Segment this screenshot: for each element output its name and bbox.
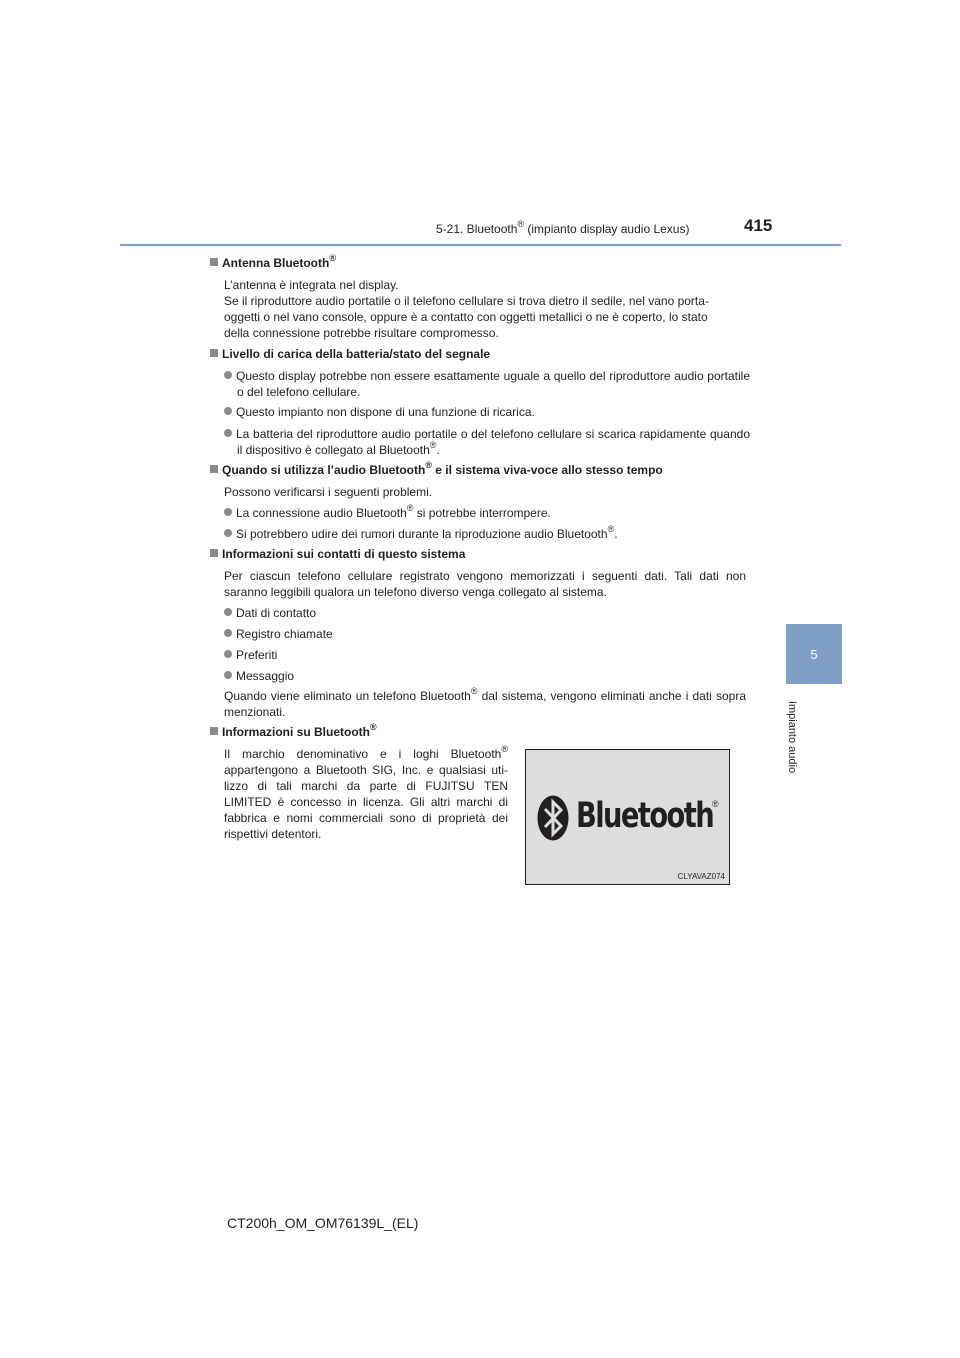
- chapter-tab: [786, 624, 842, 684]
- square-bullet-icon: [210, 727, 218, 735]
- list-item: Messaggio: [224, 668, 750, 684]
- bluetooth-icon: [537, 795, 569, 841]
- running-header: 5-21. Bluetooth® (impianto display audio Lexus): [436, 219, 690, 236]
- list-item: Si potrebbero udire dei rumori durante la riproduzione audio Bluetooth®.: [224, 526, 750, 542]
- registered-mark: ®: [712, 799, 719, 809]
- list-item: La batteria del riproduttore audio portatile o del telefono cellulare si scarica rapidamente quando il dispositivo è collegato al Bluetooth®.: [224, 426, 750, 458]
- section-heading-antenna: Antenna Bluetooth®: [210, 256, 336, 270]
- square-bullet-icon: [210, 465, 218, 473]
- square-bullet-icon: [210, 258, 218, 266]
- figure-id: CLYAVAZ074: [677, 872, 725, 881]
- round-bullet-icon: [224, 407, 232, 415]
- chapter-number: 5: [810, 646, 818, 662]
- round-bullet-icon: [224, 371, 232, 379]
- page-number: 415: [744, 216, 773, 235]
- square-bullet-icon: [210, 549, 218, 557]
- round-bullet-icon: [224, 608, 232, 616]
- contacts-outro: Quando viene eliminato un telefono Bluetooth® dal sistema, vengono eliminati anche i dati sopra menzionati.: [224, 686, 746, 719]
- header-divider: [120, 244, 841, 246]
- simultaneous-intro: Possono verificarsi i seguenti problemi.: [224, 485, 433, 499]
- bluetooth-logo-figure: [525, 749, 730, 885]
- section-heading-about: Informazioni su Bluetooth®: [210, 725, 377, 739]
- list-item: Preferiti: [224, 647, 750, 663]
- list-item: Questo display potrebbe non essere esattamente uguale a quello del riproduttore audio portatile o del telefono cellulare.: [224, 368, 750, 400]
- bluetooth-wordmark: Bluetooth: [576, 796, 714, 836]
- document-code: CT200h_OM_OM76139L_(EL): [227, 1215, 419, 1231]
- round-bullet-icon: [224, 529, 232, 537]
- round-bullet-icon: [224, 629, 232, 637]
- chapter-label: Impianto audio: [786, 700, 798, 774]
- list-item: Questo impianto non dispone di una funzione di ricarica.: [224, 404, 750, 420]
- contacts-intro: Per ciascun telefono cellulare registrato vengono memorizzati i seguenti dati. Tali dati non saranno leggibili qualora un telefono diverso venga collegato al sistema.: [224, 569, 746, 599]
- round-bullet-icon: [224, 671, 232, 679]
- section-heading-simultaneous: Quando si utilizza l’audio Bluetooth® e il sistema viva-voce allo stesso tempo: [210, 463, 663, 477]
- round-bullet-icon: [224, 508, 232, 516]
- section-heading-contacts: Informazioni sui contatti di questo sistema: [210, 547, 465, 561]
- section-heading-battery: Livello di carica della batteria/stato del segnale: [210, 347, 490, 361]
- trademark-text: Il marchio denominativo e i loghi Bluetooth® appartengono a Bluetooth SIG, Inc. e qualsiasi uti-lizzo di tali marchi da parte di FUJITSU TEN LIMITED è concesso in licenza. Gli altri marchi di fabbrica e nomi commerciali sono di proprietà dei rispettivi detentori.: [224, 744, 508, 841]
- square-bullet-icon: [210, 349, 218, 357]
- list-item: Dati di contatto: [224, 605, 750, 621]
- round-bullet-icon: [224, 650, 232, 658]
- list-item: Registro chiamate: [224, 626, 750, 642]
- round-bullet-icon: [224, 429, 232, 437]
- list-item: La connessione audio Bluetooth® si potrebbe interrompere.: [224, 505, 750, 521]
- antenna-text: L’antenna è integrata nel display. Se il riproduttore audio portatile o il telefono cellulare si trova dietro il sedile, nel vano porta- oggetti o nel vano console, oppure è a contatto con oggetti metallici o ne è coperto, lo stato della connessione potrebbe risultare compromesso.: [224, 278, 709, 340]
